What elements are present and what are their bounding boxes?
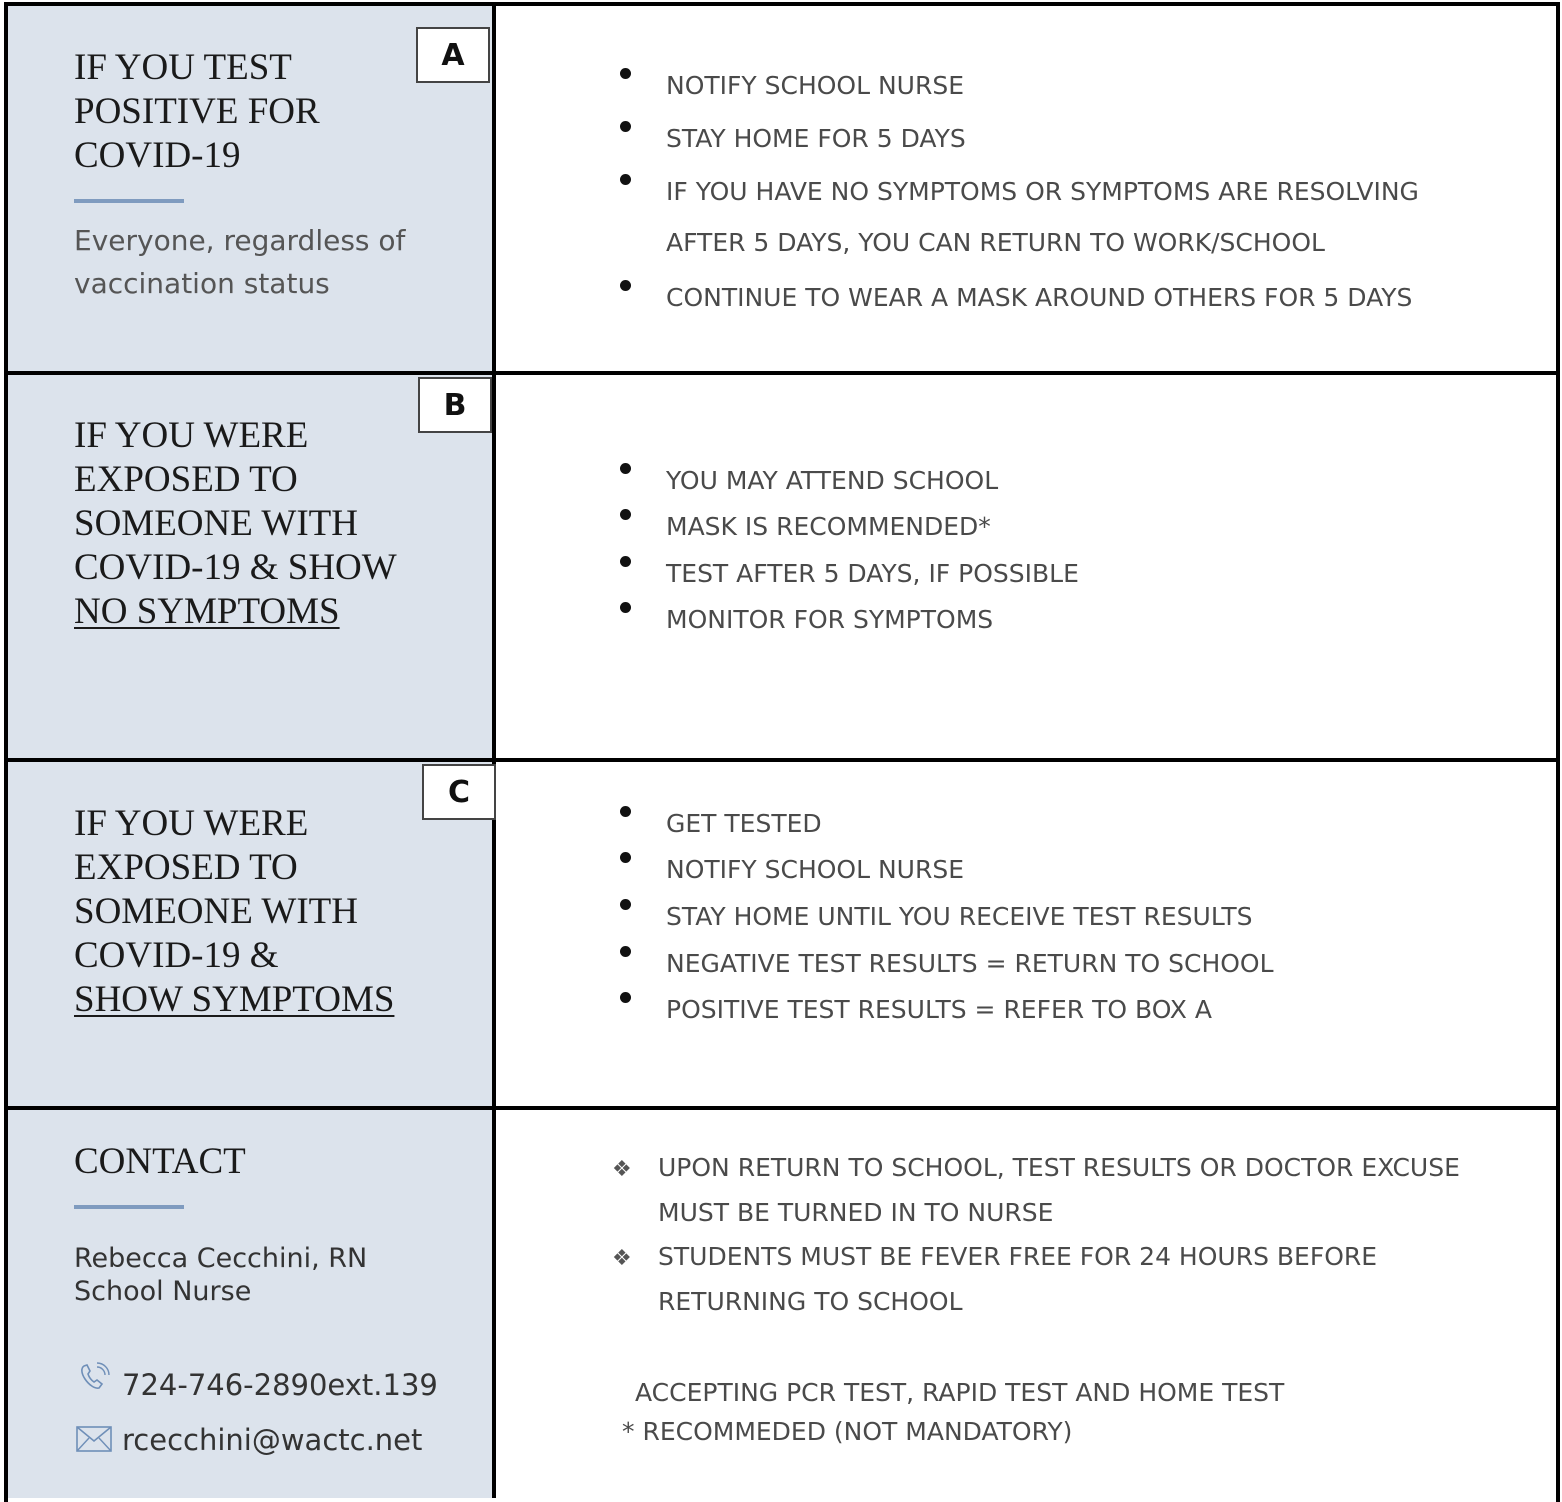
list-item: NOTIFY SCHOOL NURSE [0,852,964,888]
row-a-subtitle-line2: vaccination status [74,267,330,300]
list-item: IF YOU HAVE NO SYMPTOMS OR SYMPTOMS ARE RESOLVING [0,174,1419,210]
box-tag-b: B [418,377,492,433]
row-divider-c-contact [4,1106,1560,1110]
list-item: STAY HOME UNTIL YOU RECEIVE TEST RESULTS [0,899,1252,935]
row-b-title-text: IF YOU WERE EXPOSED TO SOMEONE WITH COVID-19 & SHOW [74,415,397,588]
list-item: STAY HOME FOR 5 DAYS [0,121,966,157]
row-divider-a-b [4,371,1560,375]
row-b-title-underlined: NO SYMPTOMS [74,591,340,632]
diamond-bullet-icon: ❖ [612,1245,632,1270]
list-item: TEST AFTER 5 DAYS, IF POSSIBLE [0,556,1079,592]
list-item: CONTINUE TO WEAR A MASK AROUND OTHERS FOR 5 DAYS [0,280,1412,316]
list-item: NOTIFY SCHOOL NURSE [0,68,964,104]
list-item: MONITOR FOR SYMPTOMS [0,602,993,638]
row-a-subtitle-line1: Everyone, regardless of [74,224,406,257]
row-c-title-underlined: SHOW SYMPTOMS [74,979,395,1020]
envelope-icon [76,1426,112,1457]
note-1-line2: MUST BE TURNED IN TO NURSE [658,1198,1054,1227]
column-divider [492,2,496,1498]
list-item: MASK IS RECOMMENDED* [0,509,991,545]
note-1-line1: UPON RETURN TO SCHOOL, TEST RESULTS OR DOCTOR EXCUSE [658,1153,1460,1182]
note-2-line2: RETURNING TO SCHOOL [658,1287,963,1316]
contact-title: CONTACT [74,1141,246,1182]
contact-email: rcecchini@wactc.net [122,1423,423,1457]
contact-phone: 724-746-2890ext.139 [122,1368,438,1402]
contact-accent-line [74,1205,184,1209]
box-tag-c: C [422,764,496,820]
list-item: NEGATIVE TEST RESULTS = RETURN TO SCHOOL [0,946,1274,982]
footer-accepting-tests: ACCEPTING PCR TEST, RAPID TEST AND HOME TEST [635,1378,1285,1407]
list-item: YOU MAY ATTEND SCHOOL [0,463,998,499]
note-2-line1: STUDENTS MUST BE FEVER FREE FOR 24 HOURS BEFORE [658,1242,1378,1271]
row-c-title-text: IF YOU WERE EXPOSED TO SOMEONE WITH COVID-19 & [74,803,358,976]
row-a-title: IF YOU TEST POSITIVE FOR COVID-19 [74,47,320,176]
footer-recommended-note: * RECOMMEDED (NOT MANDATORY) [622,1417,1073,1446]
row-a-item-continuation: AFTER 5 DAYS, YOU CAN RETURN TO WORK/SCHOOL [666,228,1325,257]
diamond-bullet-icon: ❖ [612,1156,632,1181]
list-item: GET TESTED [0,806,822,842]
contact-role: School Nurse [74,1276,252,1307]
row-divider-b-c [4,758,1560,762]
list-item: POSITIVE TEST RESULTS = REFER TO BOX A [0,992,1212,1028]
box-tag-a: A [416,27,490,83]
phone-icon [78,1362,112,1397]
contact-name: Rebecca Cecchini, RN [74,1243,368,1274]
